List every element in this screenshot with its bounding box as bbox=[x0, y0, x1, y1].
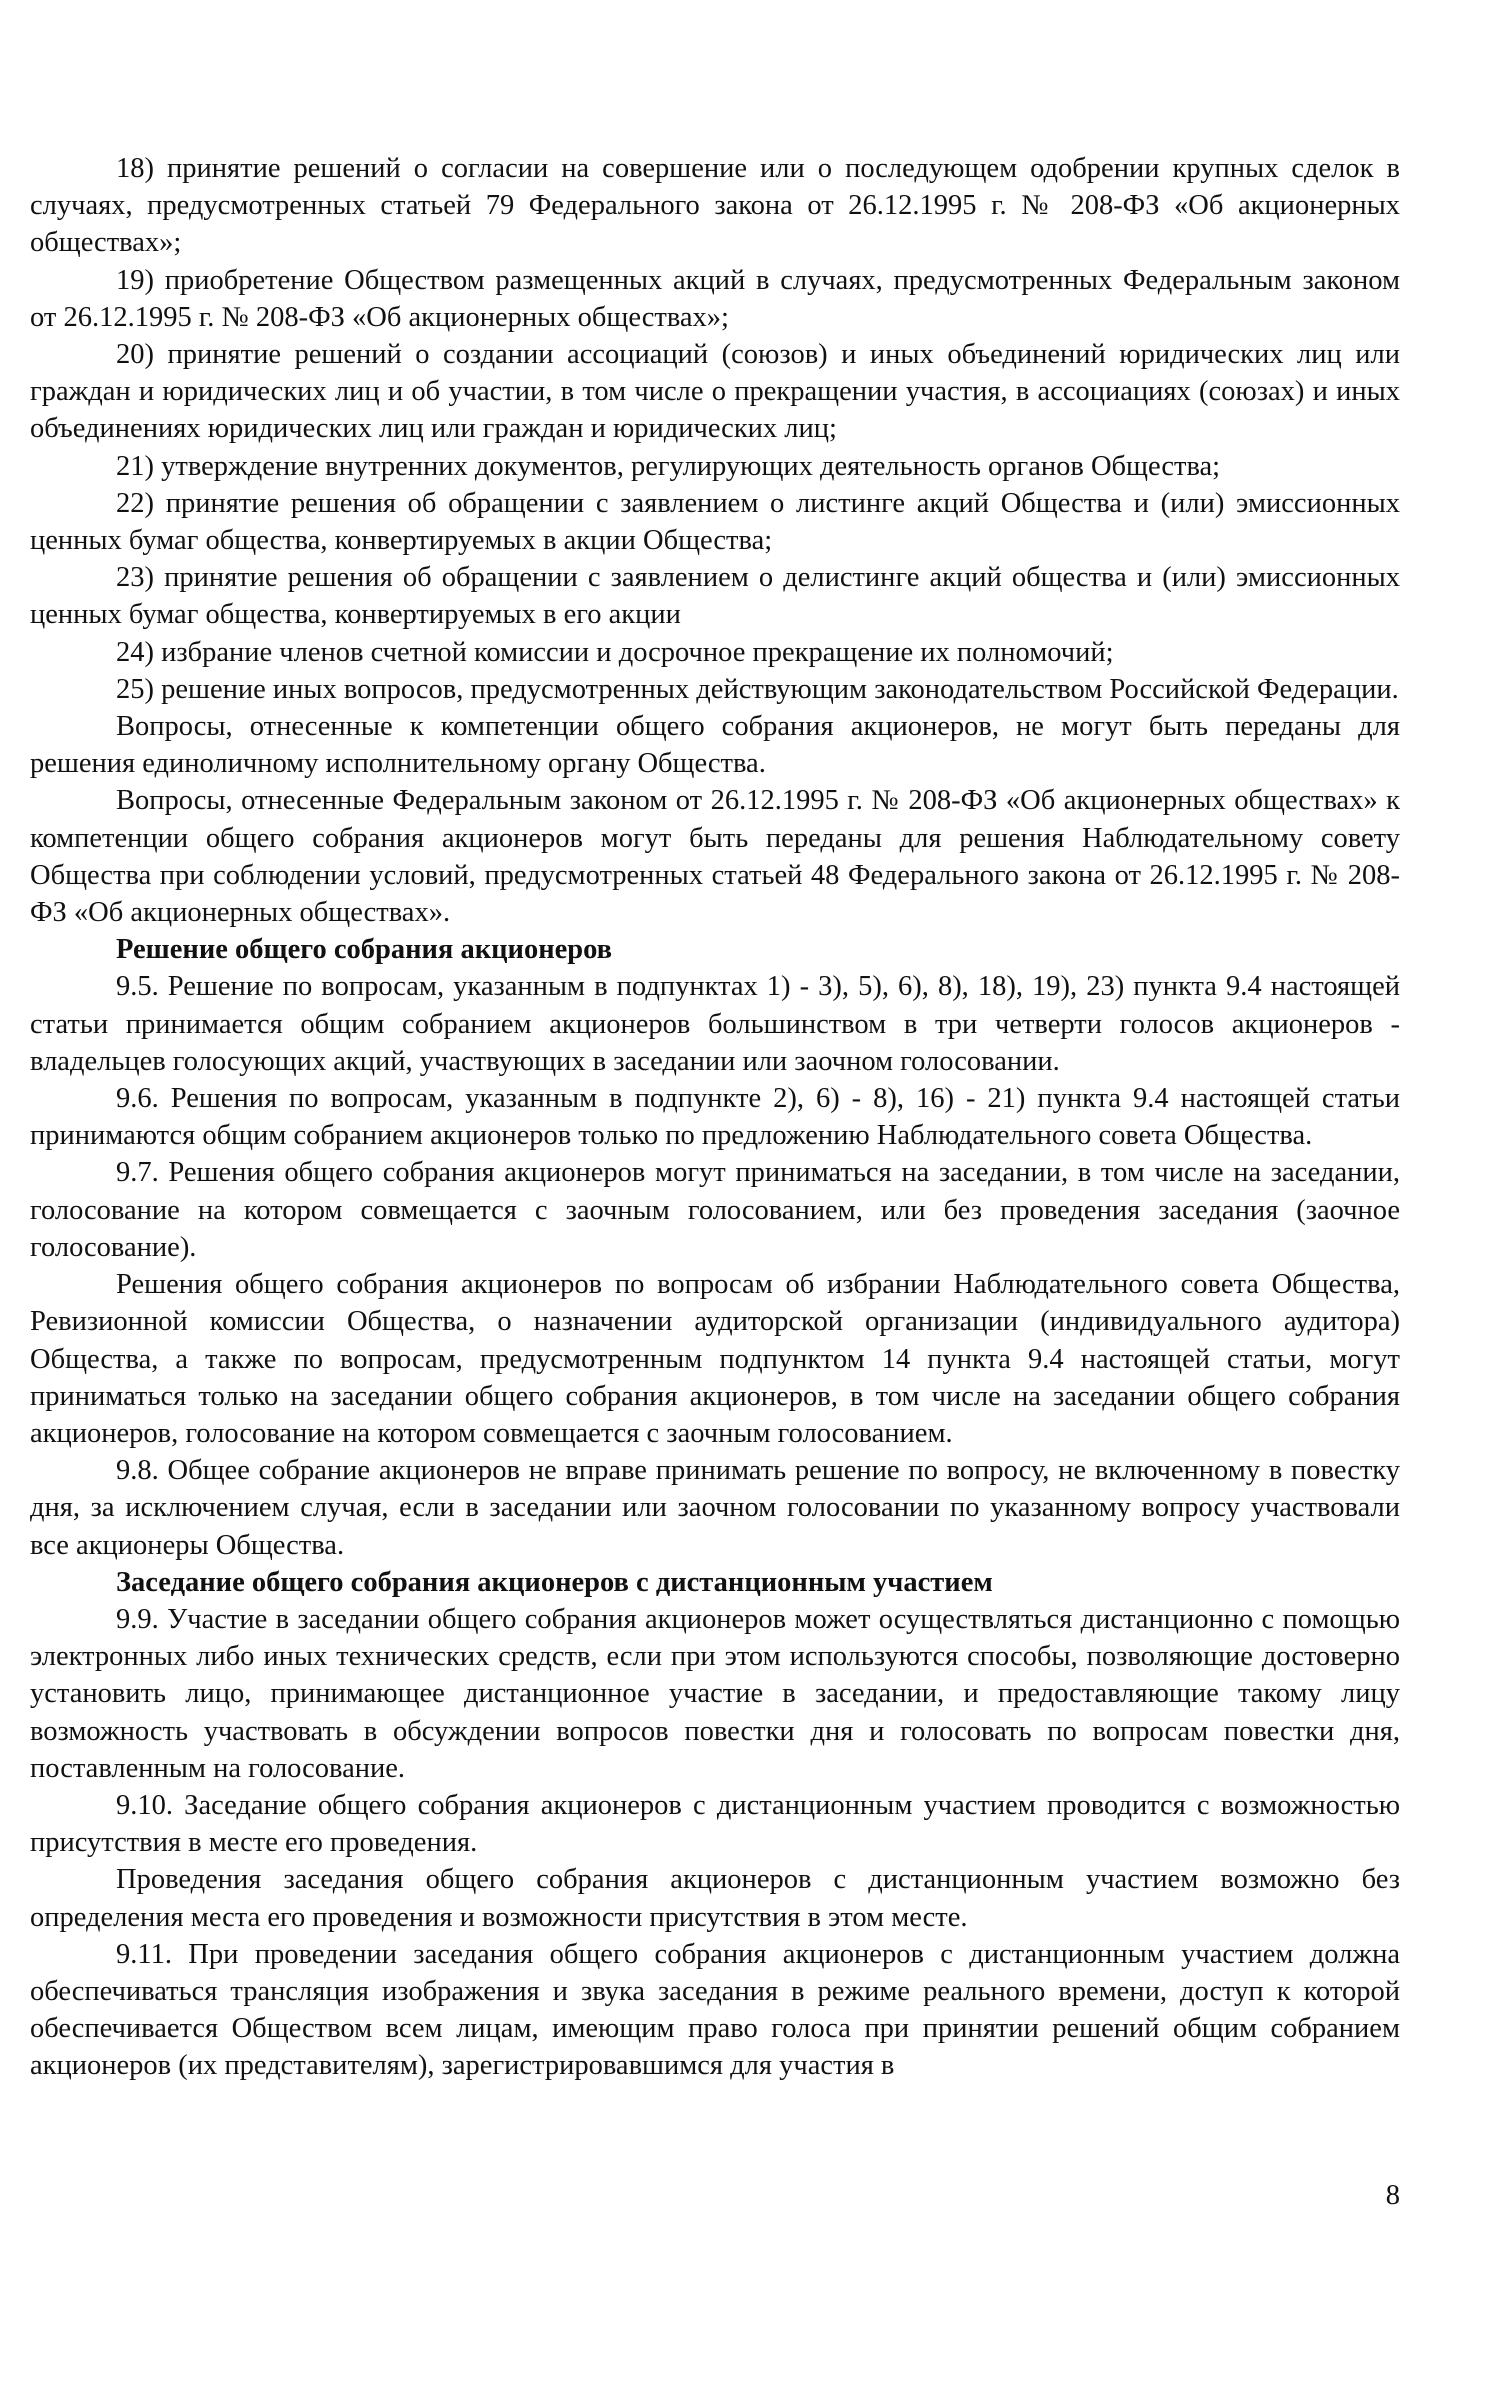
paragraph: 22) принятие решения об обращении с заявлением о листинге акций Общества и (или) эмиссионных ценных бумаг общества, конвертируемых в акции Общества; bbox=[30, 487, 1400, 557]
paragraph: Вопросы, отнесенные к компетенции общего собрания акционеров, не могут быть переданы для решения единоличному исполнительному органу Общества. bbox=[30, 711, 1400, 780]
paragraph: 9.10. Заседание общего собрания акционеров с дистанционным участием проводится с возможностью присутствия в месте его проведения. bbox=[30, 1789, 1400, 1859]
paragraph: 9.5. Решение по вопросам, указанным в подпунктах 1) - 3), 5), 6), 8), 18), 19), 23) пункта 9.4 настоящей статьи принимается общим собранием акционеров большинством в три четверти голосов акционеров - владельцев голосующих акций, участвующих в заседании или заочном голосовании. bbox=[30, 971, 1400, 1077]
paragraph: 25) решение иных вопросов, предусмотренных действующим законодательством Российской Федерации. bbox=[116, 673, 1399, 705]
paragraph: 9.9. Участие в заседании общего собрания акционеров может осуществляться дистанционно с помощью электронных либо иных технических средств, если при этом используются способы, позволяющие достоверно установить лицо, принимающее дистанционное участие в заседании, и предоставляющие такому лицу возможность участвовать в обсуждении вопросов повестки дня и голосовать по вопросам повестки дня, поставленным на голосование. bbox=[30, 1603, 1400, 1784]
section-heading: Решение общего собрания акционеров bbox=[116, 934, 613, 966]
paragraph: 23) принятие решения об обращении с заявлением о делистинге акций общества и (или) эмиссионных ценных бумаг общества, конвертируемых в его акции bbox=[30, 562, 1400, 631]
paragraph: 9.11. При проведении заседания общего собрания акционеров с дистанционным участием должна обеспечиваться трансляция изображения и звука заседания в режиме реального времени, доступ к которой обеспечивается Обществом всем лицам, имеющим право голоса при принятии решений общим собранием акционеров (их представителям), зарегистрировавшимся для участия в bbox=[30, 1938, 1400, 2082]
paragraph: Вопросы, отнесенные Федеральным законом от 26.12.1995 г. № 208-ФЗ «Об акционерных обществах» к компетенции общего собрания акционеров могут быть переданы для решения Наблюдательному совету Общества при соблюдении условий, предусмотренных статьей 48 Федерального закона от 26.12.1995 г. № 208-ФЗ «Об акционерных обществах». bbox=[30, 785, 1400, 929]
paragraph: 18) принятие решений о согласии на совершение или о последующем одобрении крупных сделок в случаях, предусмотренных статьей 79 Федерального закона от 26.12.1995 г. № 208-ФЗ «Об акционерных обществах»; bbox=[30, 153, 1400, 259]
paragraph: 21) утверждение внутренних документов, регулирующих деятельность органов Общества; bbox=[116, 450, 1221, 482]
document-body bbox=[30, 150, 1400, 2085]
paragraph: Решения общего собрания акционеров по вопросам об избрании Наблюдательного совета Общества, Ревизионной комиссии Общества, о назначении аудиторской организации (индивидуального аудитора) Общества, а также по вопросам, предусмотренным подпунктом 14 пункта 9.4 настоящей статьи, могут приниматься только на заседании общего собрания акционеров, в том числе на заседании общего собрания акционеров, голосование на котором совмещается с заочным голосованием. bbox=[30, 1269, 1400, 1449]
paragraph: 20) принятие решений о создании ассоциаций (союзов) и иных объединений юридических лиц или граждан и юридических лиц и об участии, в том числе о прекращении участия, в ассоциациях (союзах) и иных объединениях юридических лиц или граждан и юридических лиц; bbox=[30, 339, 1400, 445]
paragraph: 9.7. Решения общего собрания акционеров могут приниматься на заседании, в том числе на заседании, голосование на котором совмещается с заочным голосованием, или без проведения заседания (заочное голосование). bbox=[30, 1157, 1400, 1263]
page-number: 8 bbox=[1385, 2180, 1400, 2211]
section-heading: Заседание общего собрания акционеров с дистанционным участием bbox=[116, 1566, 993, 1598]
paragraph: Проведения заседания общего собрания акционеров с дистанционным участием возможно без определения места его проведения и возможности присутствия в этом месте. bbox=[30, 1864, 1400, 1933]
paragraph: 9.8. Общее собрание акционеров не вправе принимать решение по вопросу, не включенному в повестку дня, за исключением случая, если в заседании или заочном голосовании по указанному вопросу участвовали все акционеры Общества. bbox=[30, 1455, 1400, 1561]
paragraph: 24) избрание членов счетной комиссии и досрочное прекращение их полномочий; bbox=[116, 636, 1114, 668]
paragraph: 19) приобретение Обществом размещенных акций в случаях, предусмотренных Федеральным законом от 26.12.1995 г. № 208-ФЗ «Об акционерных обществах»; bbox=[30, 264, 1400, 333]
paragraph: 9.6. Решения по вопросам, указанным в подпункте 2), 6) - 8), 16) - 21) пункта 9.4 настоящей статьи принимаются общим собранием акционеров только по предложению Наблюдательного совета Общества. bbox=[30, 1083, 1400, 1152]
